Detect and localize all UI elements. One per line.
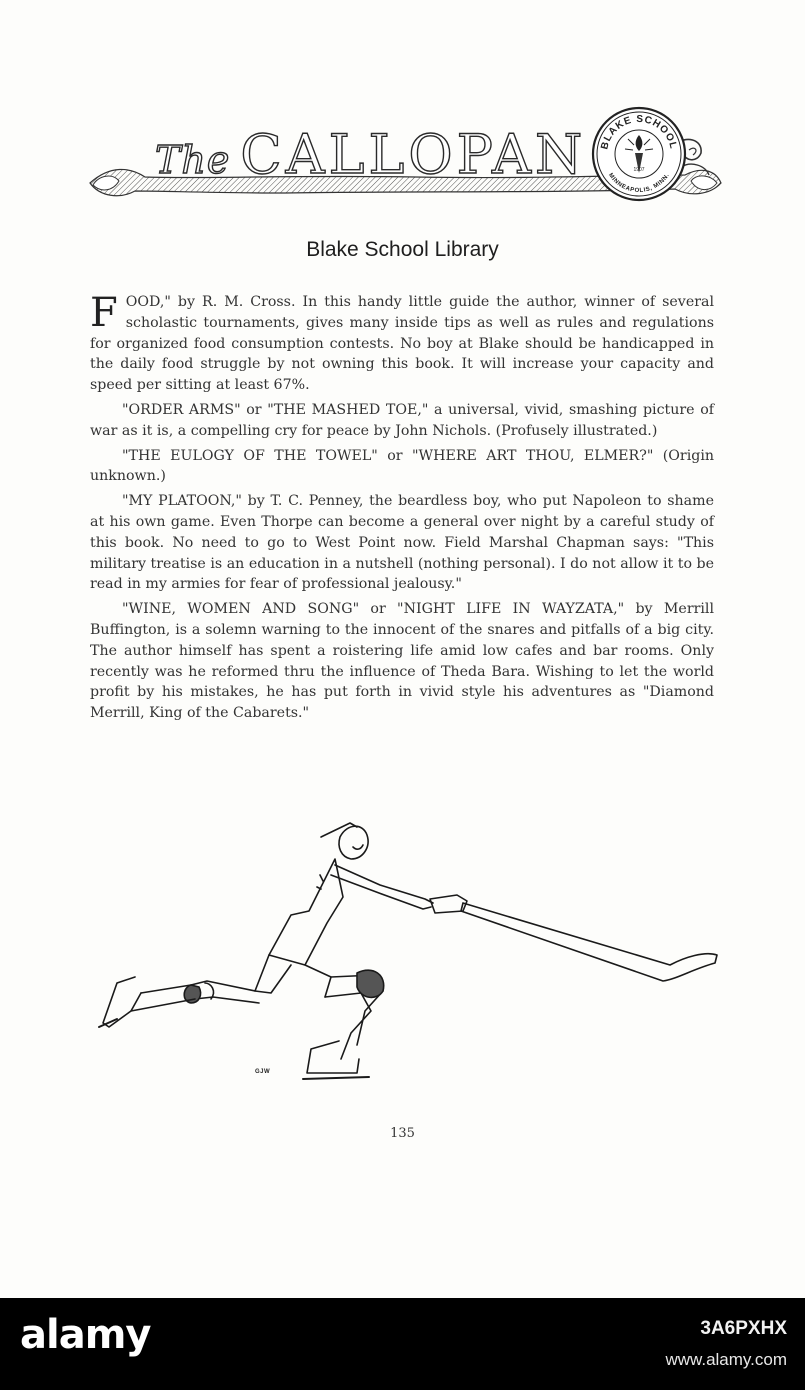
paragraph-food — [90, 292, 714, 396]
shorts — [255, 955, 291, 993]
cap-brim — [321, 823, 357, 837]
head — [339, 826, 368, 859]
masthead-title — [155, 123, 586, 186]
seal-bottom-text: MINNEAPOLIS, MINN. — [607, 172, 671, 195]
seal-top-text: BLAKE SCHOOL — [599, 113, 679, 151]
front-skate — [307, 1041, 359, 1073]
masthead — [85, 105, 725, 210]
hockey-player-sketch — [95, 815, 735, 1105]
brand-logo: alamy — [20, 1312, 151, 1358]
section-title: Blake School Library — [306, 238, 499, 261]
footer-url[interactable]: www.alamy.com — [665, 1350, 787, 1369]
paragraph-my-platoon: "MY PLATOON," by T. C. Penney, the beardless boy, who put Napoleon to shame at his own game. Even Thorpe can become a general over night by a careful study of this book. No need to go to West Point now. Field Marshal Chapman says: "This military treatise is an education in a nutshell (nothing personal). I do not allow it to be read in my armies for fear of professional jealousy." — [90, 493, 714, 593]
back-skate — [103, 977, 141, 1027]
front-leg — [325, 993, 371, 1059]
image-id: 3A6PXHX — [700, 1318, 787, 1339]
arm-upper — [335, 865, 433, 903]
paragraph-order-arms: "ORDER ARMS" or "THE MASHED TOE," a universal, vivid, smashing picture of war as it is, a compelling cry for peace by John Nichols. (Profusely illustrated.) — [90, 401, 714, 439]
masthead-callopan: CALLOPAN — [240, 123, 587, 186]
blake-school-seal — [590, 105, 688, 203]
artist-signature: GJW — [255, 1069, 271, 1075]
paragraph-text: OOD," by R. M. Cross. In this handy little guide the author, winner of several scholastic tournaments, gives many inside tips as well as rules and regulations for organized food consumption contests. No boy at Blake should be handicapped in the daily food struggle by not owning this book. It will increase your capacity and speed per sitting at least 67%. — [90, 294, 714, 394]
front-kneepad — [357, 970, 384, 997]
page-number: 135 — [390, 1126, 415, 1141]
watermark-footer — [0, 1298, 805, 1390]
hockey-stick — [461, 903, 717, 981]
paragraph-eulogy: "THE EULOGY OF THE TOWEL" or "WHERE ART THOU, ELMER?" (Origin unknown.) — [90, 447, 714, 485]
seal-year: 1907 — [633, 167, 645, 173]
masthead-the: The — [155, 138, 231, 182]
paragraph-wine-women: "WINE, WOMEN AND SONG" or "NIGHT LIFE IN WAYZATA," by Merrill Buffington, is a solemn warning to the innocent of the snares and pitfalls of a big city. The author himself has spent a roistering life amid low cafes and bar rooms. Only recently was he reformed thru the influence of Theda Bara. Wishing to let the world profit by his mistakes, he has put forth in vivid style his adventures as "Diamond Merrill, King of the Cabarets." — [90, 601, 714, 722]
article-body — [90, 292, 714, 728]
drop-cap: F — [90, 290, 118, 336]
